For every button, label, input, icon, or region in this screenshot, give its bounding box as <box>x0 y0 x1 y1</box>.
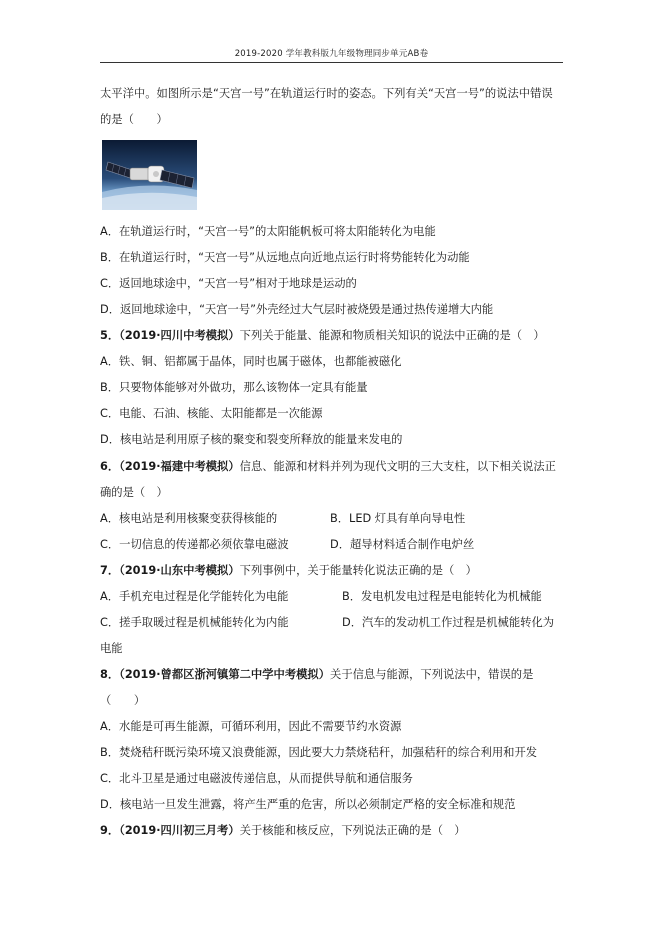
q6-option-d: D．超导材料适合制作电炉丝 <box>330 538 475 551</box>
q5-stem-text: 下列关于能量、能源和物质相关知识的说法中正确的是（ ） <box>239 329 545 342</box>
q8-option-d: D．核电站一旦发生泄露，将产生严重的危害，所以必须制定严格的安全标准和规范 <box>100 798 516 811</box>
q6-number: 6． <box>100 460 120 473</box>
page-header: 2019-2020 学年教科版九年级物理同步单元AB卷 <box>234 49 429 59</box>
q7-number: 7． <box>100 564 120 577</box>
tiangong-figure <box>102 140 197 210</box>
q5-number: 5． <box>100 329 120 342</box>
q9-number: 9． <box>100 824 120 837</box>
q5-option-d: D．核电站是利用原子核的聚变和裂变所释放的能量来发电的 <box>100 433 403 446</box>
q6-option-a: A．核电站是利用核聚变获得核能的 <box>100 512 278 525</box>
q9-stem-text: 关于核能和核反应，下列说法正确的是（ ） <box>239 824 466 837</box>
q9-source: （2019·四川初三月考） <box>119 824 240 837</box>
q6-option-c: C．一切信息的传递都必须依靠电磁波 <box>100 538 289 551</box>
q8-stem <box>100 667 533 683</box>
q9-stem <box>100 823 466 839</box>
q8-stem-line2: （ ） <box>100 694 146 707</box>
q4-option-b: B．在轨道运行时，“天宫一号”从远地点向近地点运行时将势能转化为动能 <box>100 251 470 264</box>
station-body <box>130 166 164 182</box>
q5-option-c: C．电能、石油、核能、太阳能都是一次能源 <box>100 407 323 420</box>
q7-source: （2019·山东中考模拟） <box>119 564 240 577</box>
q8-stem-text: 关于信息与能源，下列说法中，错误的是 <box>330 668 534 681</box>
q7-stem-text: 下列事例中，关于能量转化说法正确的是（ ） <box>239 564 477 577</box>
q5-stem <box>100 328 545 344</box>
q7-option-d: D．汽车的发动机工作过程是机械能转化为 <box>342 616 555 629</box>
q7-option-c: C．搓手取暖过程是机械能转化为内能 <box>100 616 289 629</box>
q7-option-a: A．手机充电过程是化学能转化为电能 <box>100 590 289 603</box>
q7-stem <box>100 563 477 579</box>
q8-option-c: C．北斗卫星是通过电磁波传递信息，从而提供导航和通信服务 <box>100 772 413 785</box>
q8-option-a: A．水能是可再生能源，可循环利用，因此不需要节约水资源 <box>100 720 402 733</box>
q7-option-d-cont: 电能 <box>100 642 123 655</box>
q8-number: 8． <box>100 668 120 681</box>
q5-option-a: A．铁、铜、铝都属于晶体，同时也属于磁体，也都能被磁化 <box>100 355 402 368</box>
q8-option-b: B．焚烧秸秆既污染环境又浪费能源，因此要大力禁烧秸秆，加强秸秆的综合利用和开发 <box>100 746 538 759</box>
space-station-image <box>102 140 197 210</box>
q4-option-c: C．返回地球途中，“天宫一号”相对于地球是运动的 <box>100 277 357 290</box>
q6-stem-text: 信息、能源和材料并列为现代文明的三大支柱，以下相关说法正 <box>239 460 556 473</box>
q5-option-b: B．只要物体能够对外做功，那么该物体一定具有能量 <box>100 381 368 394</box>
header-rule <box>100 62 563 63</box>
q4-stem-line1: 太平洋中。如图所示是“天宫一号”在轨道运行时的姿态。下列有关“天宫一号”的说法中错误 <box>100 87 553 100</box>
q6-stem <box>100 459 556 475</box>
q6-source: （2019·福建中考模拟） <box>119 460 240 473</box>
q4-option-a: A．在轨道运行时，“天宫一号”的太阳能帆板可将太阳能转化为电能 <box>100 225 436 238</box>
q4-option-d: D．返回地球途中，“天宫一号”外壳经过大气层时被烧毁是通过热传递增大内能 <box>100 303 494 316</box>
q5-source: （2019·四川中考模拟） <box>119 329 240 342</box>
q7-option-b: B．发电机发电过程是电能转化为机械能 <box>342 590 542 603</box>
q4-stem-line2: 的是（ ） <box>100 113 168 126</box>
q6-option-b: B．LED 灯具有单向导电性 <box>330 512 466 525</box>
q8-source: （2019·曾都区浙河镇第二中学中考模拟） <box>119 668 331 681</box>
q6-stem-line2: 确的是（ ） <box>100 486 168 499</box>
